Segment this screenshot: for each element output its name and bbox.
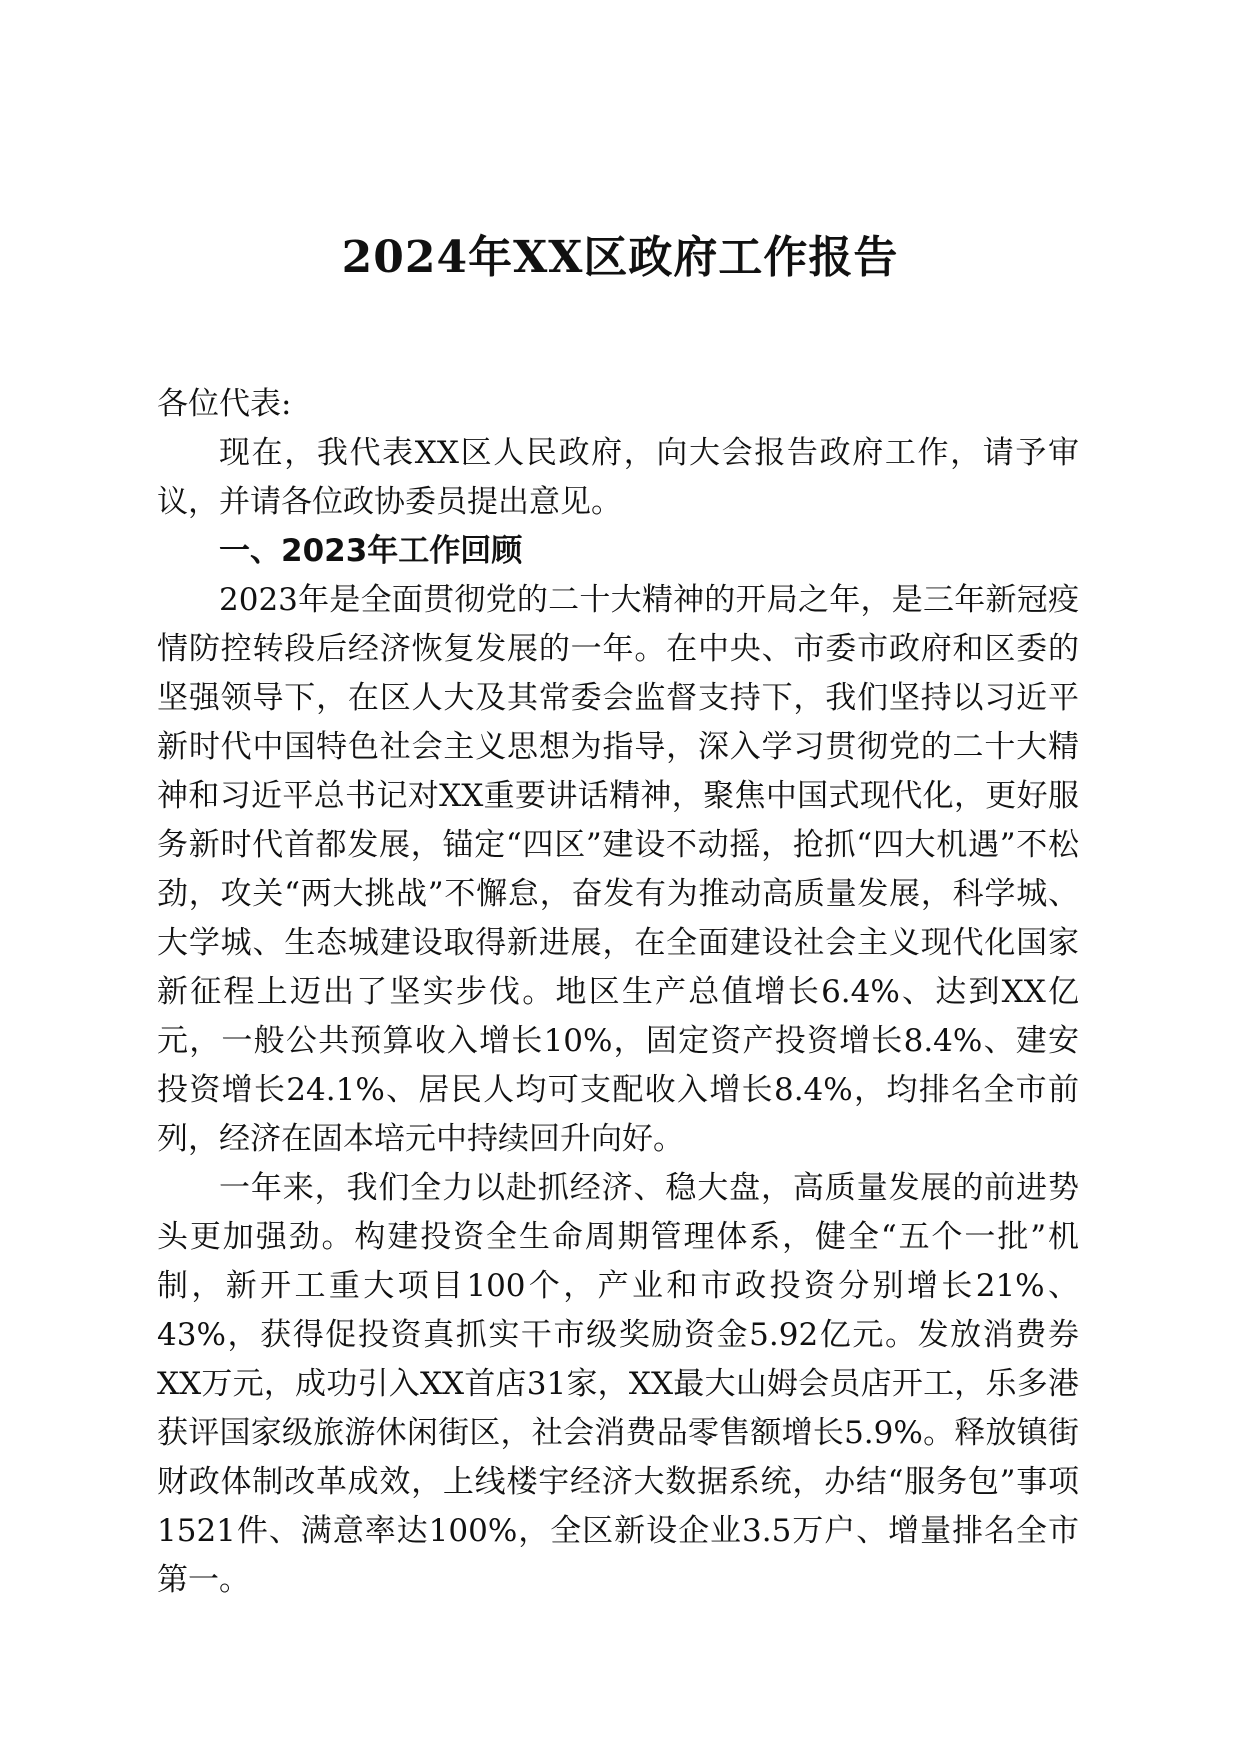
body-paragraph: 一年来，我们全力以赴抓经济、稳大盘，高质量发展的前进势头更加强劲。构建投资全生命周期管理体系，健全“五个一批”机制，新开工重大项目100个，产业和市政投资分别增长21%、43%，获得促投资真抓实干市级奖励资金5.92亿元。发放消费券XX万元，成功引入XX首店31家，XX最大山姆会员店开工，乐多港获评国家级旅游休闲街区，社会消费品零售额增长5.9%。释放镇街财政体制改革成效，上线楼宇经济大数据系统，办结“服务包”事项1521件、满意率达100%，全区新设企业3.5万户、增量排名全市第一。: [157, 1170, 1079, 1598]
body-paragraph: 2023年是全面贯彻党的二十大精神的开局之年，是三年新冠疫情防控转段后经济恢复发展的一年。在中央、市委市政府和区委的坚强领导下，在区人大及其常委会监督支持下，我们坚持以习近平新时代中国特色社会主义思想为指导，深入学习贯彻党的二十大精神和习近平总书记对XX重要讲话精神，聚焦中国式现代化，更好服务新时代首都发展，锚定“四区”建设不动摇，抢抓“四大机遇”不松劲，攻关“两大挑战”不懈怠，奋发有为推动高质量发展，科学城、大学城、生态城建设取得新进展，在全面建设社会主义现代化国家新征程上迈出了坚实步伐。地区生产总值增长6.4%、达到XX亿元，一般公共预算收入增长10%，固定资产投资增长8.4%、建安投资增长24.1%、居民人均可支配收入增长8.4%，均排名全市前列，经济在固本培元中持续回升向好。: [157, 582, 1079, 1157]
section-heading: 一、2023年工作回顾: [219, 533, 523, 569]
document-body: [157, 380, 1079, 1605]
opening-paragraph: 现在，我代表XX区人民政府，向大会报告政府工作，请予审议，并请各位政协委员提出意见。: [157, 435, 1079, 520]
document-title: 2024年XX区政府工作报告: [341, 232, 899, 283]
salutation: 各位代表:: [157, 386, 292, 422]
